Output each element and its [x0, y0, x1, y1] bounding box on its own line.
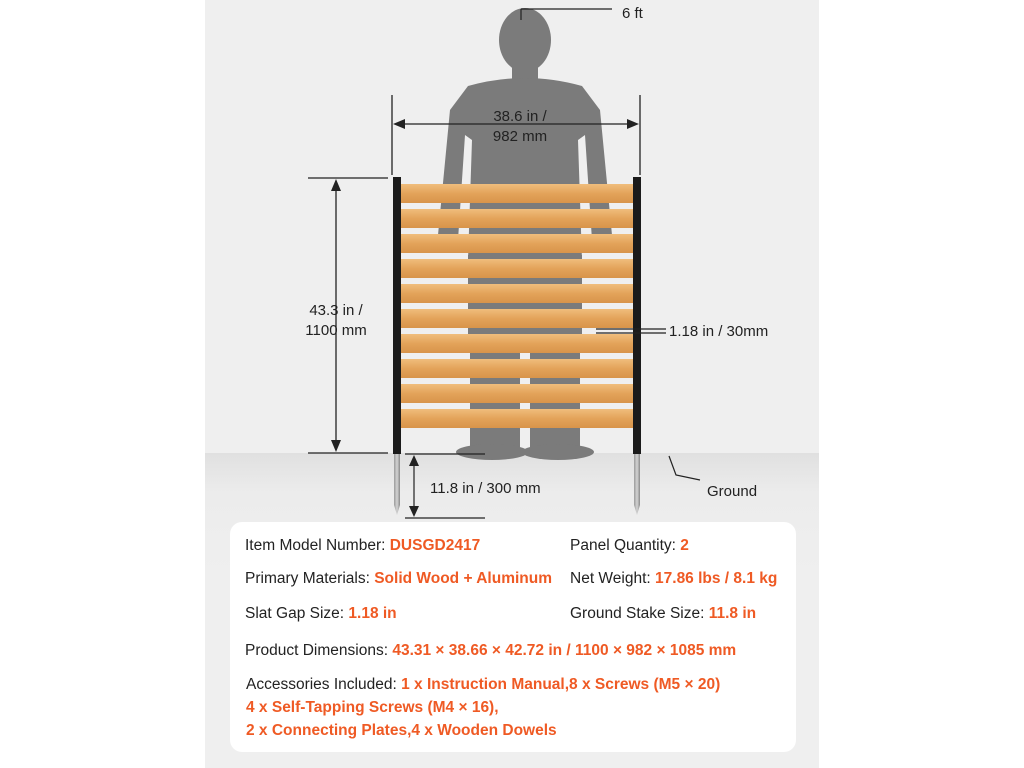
width-label-line2: 982 mm [492, 128, 548, 145]
slat [398, 184, 636, 203]
slat-gap-row [245, 605, 397, 623]
specifications-card [230, 522, 796, 752]
ground-stake-size-value: 11.8 in [708, 605, 757, 622]
right-post [633, 177, 641, 454]
six-foot-label: 6 ft [622, 5, 643, 22]
slat [398, 359, 636, 378]
net-weight-row [570, 570, 777, 588]
slat-gap-size-label: Slat Gap Size: [245, 605, 345, 622]
slat [398, 234, 636, 253]
product-dimensions-label: Product Dimensions: [245, 642, 389, 659]
width-label-line1: 38.6 in / [493, 108, 547, 125]
slat [398, 409, 636, 428]
materials-row [245, 570, 552, 588]
slat [398, 284, 636, 303]
materials-label: Primary Materials: [245, 570, 370, 587]
slat [398, 209, 636, 228]
stake-depth-label: 11.8 in / 300 mm [430, 480, 541, 497]
slat [398, 384, 636, 403]
accessories-line-3: 2 x Connecting Plates,4 x Wooden Dowels [246, 722, 557, 739]
slat-gap-label: 1.18 in / 30mm [669, 323, 769, 340]
ground-stake-size-label: Ground Stake Size: [570, 605, 705, 622]
model-number-row [245, 537, 480, 555]
panel-height-label-line1: 43.3 in / [309, 302, 363, 319]
net-weight-label: Net Weight: [570, 570, 651, 587]
materials-value: Solid Wood + Aluminum [374, 570, 553, 587]
panel-quantity-label: Panel Quantity: [570, 537, 676, 554]
ground-stake-row [570, 605, 756, 623]
product-dimensions-value: 43.31 × 38.66 × 42.72 in / 1100 × 982 × 1085 mm [392, 642, 737, 659]
model-number-label: Item Model Number: [245, 537, 386, 554]
slat [398, 334, 636, 353]
right-ground-stake [634, 454, 640, 515]
left-ground-stake [394, 454, 400, 515]
product-dimensions-row [245, 642, 736, 660]
panel-quantity-row [570, 537, 689, 555]
accessories-line-1: 1 x Instruction Manual,8 x Screws (M5 × 20) [401, 676, 721, 693]
net-weight-value: 17.86 lbs / 8.1 kg [655, 570, 778, 587]
slat-gap-leader [596, 329, 666, 333]
accessories-row [246, 676, 720, 694]
slat-gap-size-value: 1.18 in [348, 605, 397, 622]
accessories-line-2: 4 x Self-Tapping Screws (M4 × 16), [246, 699, 499, 716]
panel-height-label-line2: 1100 mm [305, 322, 367, 339]
ground-leader [669, 456, 700, 480]
panel-quantity-value: 2 [680, 537, 689, 554]
accessories-label: Accessories Included: [246, 676, 397, 693]
model-number-value: DUSGD2417 [389, 537, 481, 554]
left-post [393, 177, 401, 454]
slat [398, 309, 636, 328]
slat [398, 259, 636, 278]
ground-label: Ground [707, 483, 758, 500]
